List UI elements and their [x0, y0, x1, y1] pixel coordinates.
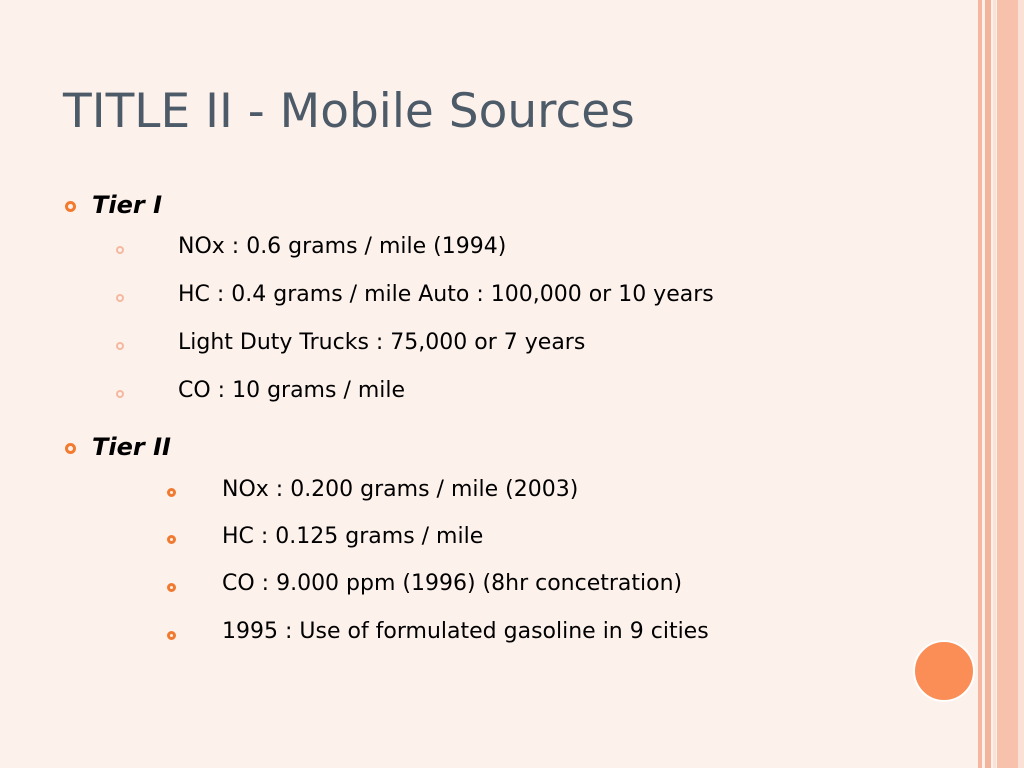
slide-title: TITLE II - Mobile Sources [63, 84, 635, 139]
list-item: NOx : 0.6 grams / mile (1994) [178, 234, 507, 259]
list-item: 1995 : Use of formulated gasoline in 9 cities [222, 619, 709, 644]
decorative-stripe [978, 0, 982, 768]
sub-bullet-icon [116, 390, 124, 398]
bullet-icon [65, 201, 76, 212]
decorative-stripe [985, 0, 991, 768]
decorative-stripe [997, 0, 1018, 768]
decorative-stripe [1018, 0, 1024, 768]
sub-bullet-icon [116, 246, 124, 254]
list-item: NOx : 0.200 grams / mile (2003) [222, 477, 579, 502]
decorative-stripe [993, 0, 996, 768]
decorative-circle [913, 640, 975, 702]
sub-bullet-icon [116, 342, 124, 350]
list-item: CO : 10 grams / mile [178, 378, 406, 403]
section-heading-tier-1: Tier I [92, 191, 162, 219]
list-item: HC : 0.4 grams / mile Auto : 100,000 or 10 years [178, 282, 714, 307]
sub-bullet-icon [167, 583, 176, 592]
sub-bullet-icon [167, 488, 176, 497]
list-item: Light Duty Trucks : 75,000 or 7 years [178, 330, 586, 355]
sub-bullet-icon [116, 294, 124, 302]
sub-bullet-icon [167, 535, 176, 544]
list-item: CO : 9.000 ppm (1996) (8hr concetration) [222, 571, 683, 596]
sub-bullet-icon [167, 631, 176, 640]
section-heading-tier-2: Tier II [92, 433, 171, 461]
bullet-icon [65, 443, 76, 454]
list-item: HC : 0.125 grams / mile [222, 524, 484, 549]
